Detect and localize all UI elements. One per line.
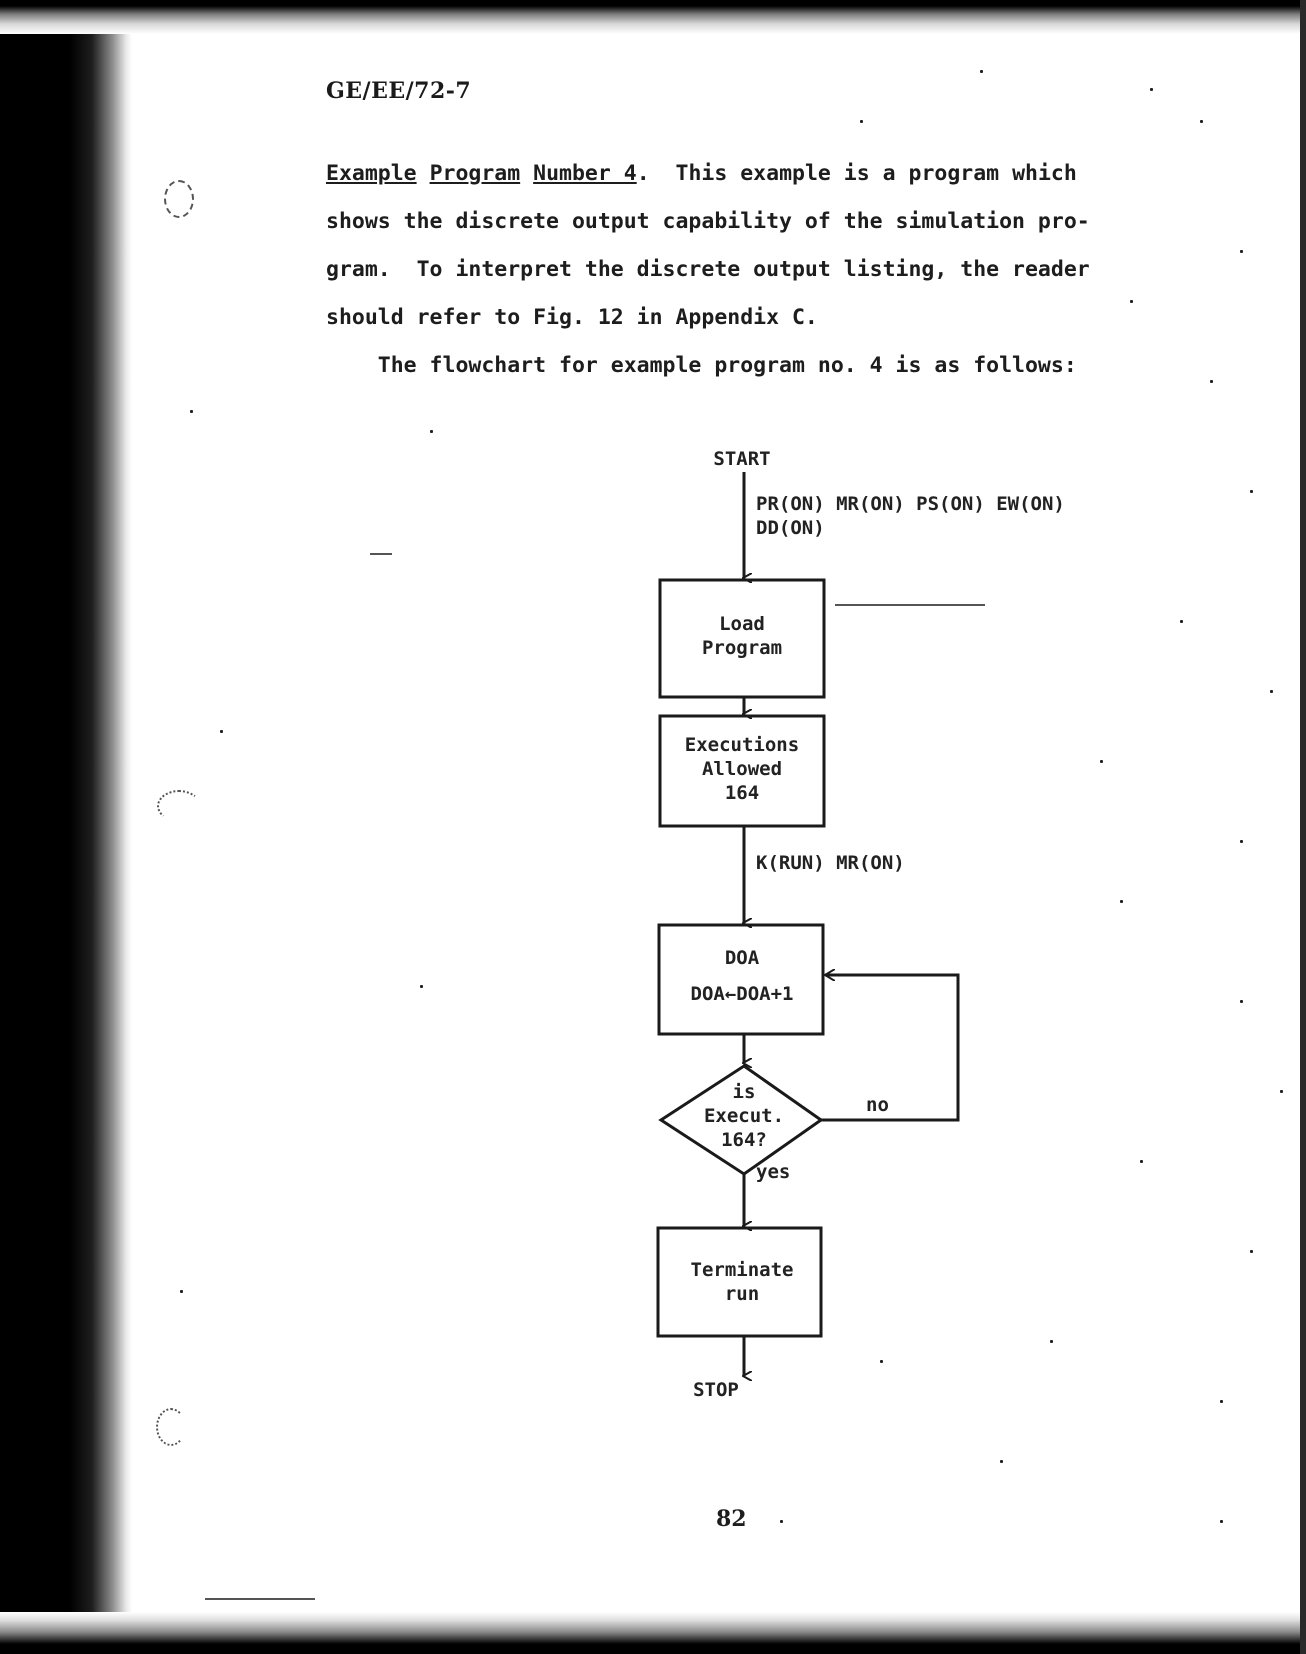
terminate-run-box — [658, 1228, 821, 1336]
no-branch-label: no — [866, 1094, 889, 1116]
terminate-label-line2: run — [724, 1283, 760, 1305]
edge-label-start-line2: DD(ON) — [756, 517, 825, 539]
page-number: 82 — [716, 1506, 747, 1532]
decision-label-line2: Execut. — [703, 1105, 785, 1127]
doa-increment-box — [659, 925, 823, 1034]
edge-label-start-line1: PR(ON) MR(ON) PS(ON) EW(ON) — [756, 493, 1065, 515]
doa-label-line2: DOA←DOA+1 — [690, 983, 794, 1005]
executions-label-line1: Executions — [684, 734, 800, 756]
text-segment: The flowchart for example program no. 4 is as follows: — [326, 353, 1077, 378]
decision-label-line1: is — [732, 1081, 756, 1103]
stop-terminal: STOP — [693, 1379, 739, 1401]
document-id: GE/EE/72-7 — [326, 78, 472, 104]
text-segment: Number 4 — [533, 161, 637, 186]
edge-label-run: K(RUN) MR(ON) — [756, 852, 905, 874]
text-segment: Example — [326, 161, 417, 186]
text-segment: gram. To interpret the discrete output listing, the reader — [326, 257, 1090, 282]
loop-back-arrow — [821, 975, 958, 1120]
text-segment: . This example is a program which — [636, 161, 1077, 186]
yes-branch-label: yes — [756, 1161, 791, 1183]
text-segment: shows the discrete output capability of the simulation pro- — [326, 209, 1090, 234]
decision-label-line3: 164? — [721, 1129, 767, 1151]
start-terminal: START — [713, 448, 771, 470]
text-segment: Program — [429, 161, 521, 186]
executions-label-line2: Allowed — [701, 758, 783, 780]
executions-label-line3: 164 — [724, 782, 760, 804]
load-program-label-line1: Load — [719, 613, 765, 635]
load-program-label-line2: Program — [701, 637, 783, 659]
doa-label-line1: DOA — [724, 947, 760, 969]
text-segment: should refer to Fig. 12 in Appendix C. — [326, 305, 818, 330]
terminate-label-line1: Terminate — [690, 1259, 794, 1281]
